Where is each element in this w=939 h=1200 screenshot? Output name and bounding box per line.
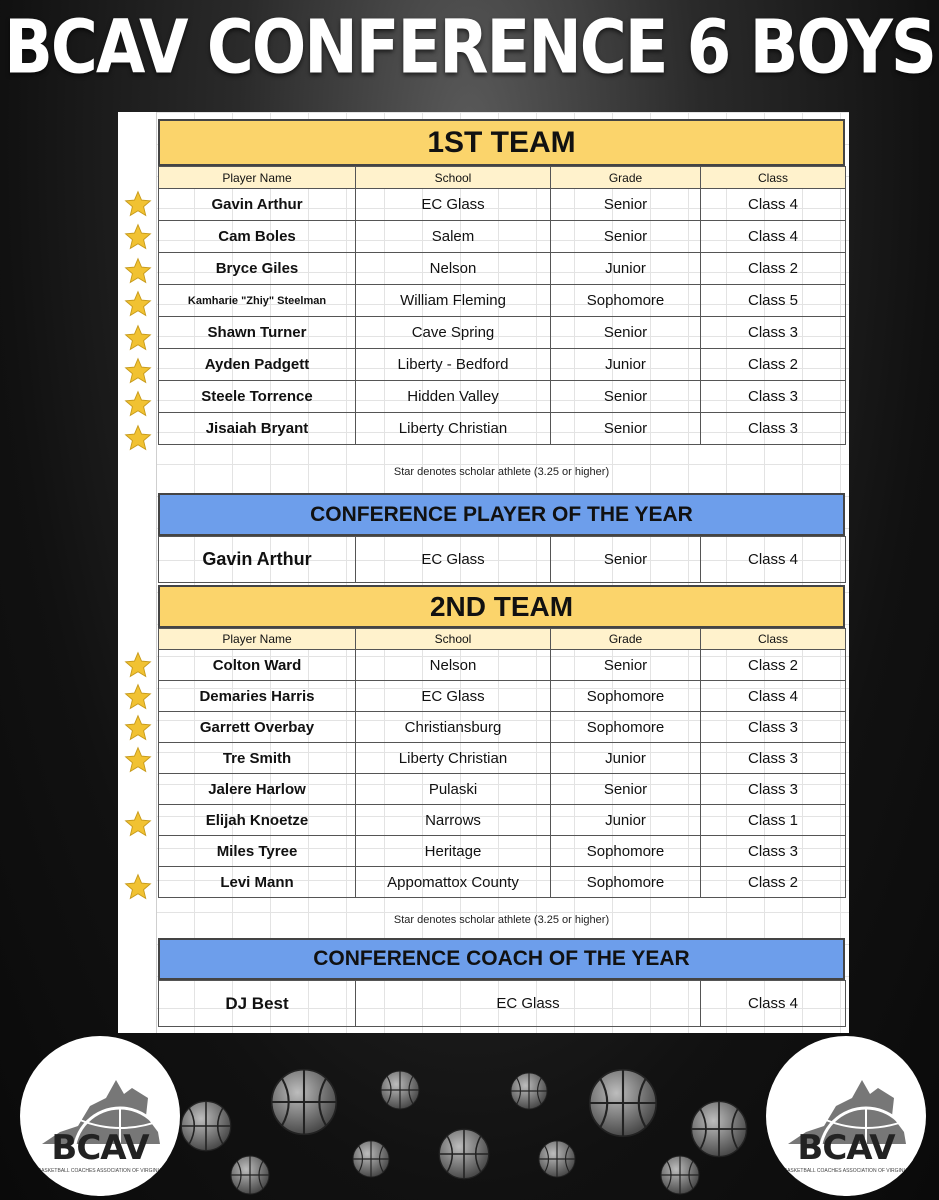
school: Liberty Christian xyxy=(356,413,551,445)
grade: Junior xyxy=(551,349,701,381)
basketball-icon xyxy=(510,1072,548,1110)
basketball-icon xyxy=(588,1068,658,1138)
scholar-note: Star denotes scholar athlete (3.25 or higher) xyxy=(393,466,610,478)
player-name: Tre Smith xyxy=(159,743,356,774)
player-name: Colton Ward xyxy=(159,650,356,681)
first-team-heading: 1ST TEAM xyxy=(158,119,845,166)
scholar-star-icon xyxy=(124,190,152,218)
school: Nelson xyxy=(356,253,551,285)
player-name: Miles Tyree xyxy=(159,836,356,867)
table-row xyxy=(159,836,846,867)
table-row xyxy=(159,381,846,413)
player-name: Gavin Arthur xyxy=(159,537,356,583)
basketball-icon xyxy=(538,1140,576,1178)
school: Cave Spring xyxy=(356,317,551,349)
class: Class 2 xyxy=(701,867,846,898)
class: Class 3 xyxy=(701,743,846,774)
grade: Senior xyxy=(551,650,701,681)
class: Class 4 xyxy=(701,981,846,1027)
table-row xyxy=(159,349,846,381)
school: Narrows xyxy=(356,805,551,836)
logo-subtext: BASKETBALL COACHES ASSOCIATION OF VIRGINIA xyxy=(37,1168,163,1174)
class: Class 3 xyxy=(701,317,846,349)
class: Class 3 xyxy=(701,836,846,867)
scholar-star-icon xyxy=(124,714,152,742)
school: EC Glass xyxy=(356,537,551,583)
award-sheet xyxy=(118,112,849,1033)
scholar-star-icon xyxy=(124,390,152,418)
basketball-icon xyxy=(660,1155,700,1195)
basketball-icon xyxy=(180,1100,232,1152)
column-header: Player Name xyxy=(159,167,356,189)
scholar-note: Star denotes scholar athlete (3.25 or higher) xyxy=(393,914,610,926)
basketball-icon xyxy=(270,1068,338,1136)
basketball-icon xyxy=(352,1140,390,1178)
grade: Senior xyxy=(551,317,701,349)
class: Class 2 xyxy=(701,253,846,285)
grade: Senior xyxy=(551,381,701,413)
grade: Sophomore xyxy=(551,836,701,867)
bcav-logo xyxy=(20,1036,180,1196)
class: Class 2 xyxy=(701,650,846,681)
player-name: Garrett Overbay xyxy=(159,712,356,743)
grade: Sophomore xyxy=(551,712,701,743)
table-row xyxy=(159,537,846,583)
grade: Junior xyxy=(551,805,701,836)
table-row xyxy=(159,805,846,836)
column-header: Grade xyxy=(551,167,701,189)
school: EC Glass xyxy=(356,681,551,712)
school: Nelson xyxy=(356,650,551,681)
school: William Fleming xyxy=(356,285,551,317)
second-team-heading: 2ND TEAM xyxy=(158,585,845,628)
player-name: Steele Torrence xyxy=(159,381,356,413)
table-row xyxy=(159,413,846,445)
player-of-year-table xyxy=(158,536,846,583)
scholar-star-icon xyxy=(124,290,152,318)
column-header-row xyxy=(159,167,846,189)
grade: Senior xyxy=(551,221,701,253)
player-of-year-table-wrap xyxy=(158,536,845,583)
class: Class 3 xyxy=(701,774,846,805)
class: Class 4 xyxy=(701,189,846,221)
table-row xyxy=(159,189,846,221)
logo-text: BCAV xyxy=(51,1128,149,1168)
second-team-table-wrap xyxy=(158,628,845,898)
scholar-star-icon xyxy=(124,424,152,452)
table-row xyxy=(159,650,846,681)
table-row xyxy=(159,285,846,317)
school: Liberty - Bedford xyxy=(356,349,551,381)
grade: Junior xyxy=(551,253,701,285)
coach-of-year-heading: CONFERENCE COACH OF THE YEAR xyxy=(158,938,845,980)
column-header: Class xyxy=(701,167,846,189)
second-team-table xyxy=(158,628,846,898)
school: Appomattox County xyxy=(356,867,551,898)
table-row xyxy=(159,317,846,349)
table-row xyxy=(159,774,846,805)
basketball-icon xyxy=(380,1070,420,1110)
player-name: Gavin Arthur xyxy=(159,189,356,221)
scholar-star-icon xyxy=(124,683,152,711)
school: EC Glass xyxy=(356,189,551,221)
player-name: Shawn Turner xyxy=(159,317,356,349)
column-header: Class xyxy=(701,629,846,650)
class: Class 3 xyxy=(701,381,846,413)
school: Hidden Valley xyxy=(356,381,551,413)
table-row xyxy=(159,712,846,743)
first-team-table-wrap xyxy=(158,166,845,445)
class: Class 1 xyxy=(701,805,846,836)
scholar-star-icon xyxy=(124,873,152,901)
coach-of-year-table-wrap xyxy=(158,980,845,1027)
player-name: Elijah Knoetze xyxy=(159,805,356,836)
class: Class 4 xyxy=(701,221,846,253)
table-row xyxy=(159,681,846,712)
class: Class 3 xyxy=(701,712,846,743)
class: Class 4 xyxy=(701,537,846,583)
table-row xyxy=(159,867,846,898)
scholar-star-icon xyxy=(124,810,152,838)
grade: Senior xyxy=(551,413,701,445)
coach-of-year-table xyxy=(158,980,846,1027)
basketball-icon xyxy=(438,1128,490,1180)
page-title: BCAV CONFERENCE 6 BOYS xyxy=(4,6,935,92)
player-name: Ayden Padgett xyxy=(159,349,356,381)
column-header: School xyxy=(356,167,551,189)
basketball-icon xyxy=(690,1100,748,1158)
class: Class 2 xyxy=(701,349,846,381)
player-name: Cam Boles xyxy=(159,221,356,253)
column-header: Player Name xyxy=(159,629,356,650)
column-header-row xyxy=(159,629,846,650)
scholar-star-icon xyxy=(124,324,152,352)
first-team-table xyxy=(158,166,846,445)
grade: Sophomore xyxy=(551,867,701,898)
logo-text: BCAV xyxy=(797,1128,895,1168)
school: EC Glass xyxy=(356,981,701,1027)
player-of-year-heading: CONFERENCE PLAYER OF THE YEAR xyxy=(158,493,845,536)
grade: Sophomore xyxy=(551,285,701,317)
class: Class 3 xyxy=(701,413,846,445)
table-row xyxy=(159,221,846,253)
table-row xyxy=(159,981,846,1027)
player-name: Bryce Giles xyxy=(159,253,356,285)
player-name: Jalere Harlow xyxy=(159,774,356,805)
school: Christiansburg xyxy=(356,712,551,743)
scholar-star-icon xyxy=(124,223,152,251)
scholar-star-icon xyxy=(124,651,152,679)
grade: Senior xyxy=(551,774,701,805)
logo-subtext: BASKETBALL COACHES ASSOCIATION OF VIRGINIA xyxy=(783,1168,909,1174)
player-name: Demaries Harris xyxy=(159,681,356,712)
grade: Junior xyxy=(551,743,701,774)
coach-name: DJ Best xyxy=(159,981,356,1027)
class: Class 5 xyxy=(701,285,846,317)
table-row xyxy=(159,253,846,285)
school: Salem xyxy=(356,221,551,253)
school: Pulaski xyxy=(356,774,551,805)
scholar-star-icon xyxy=(124,357,152,385)
player-name: Levi Mann xyxy=(159,867,356,898)
column-header: Grade xyxy=(551,629,701,650)
player-name: Jisaiah Bryant xyxy=(159,413,356,445)
player-name: Kamharie "Zhiy" Steelman xyxy=(159,285,356,317)
scholar-star-icon xyxy=(124,746,152,774)
class: Class 4 xyxy=(701,681,846,712)
school: Liberty Christian xyxy=(356,743,551,774)
grade: Senior xyxy=(551,537,701,583)
scholar-star-icon xyxy=(124,257,152,285)
grade: Senior xyxy=(551,189,701,221)
grade: Sophomore xyxy=(551,681,701,712)
table-row xyxy=(159,743,846,774)
column-header: School xyxy=(356,629,551,650)
basketball-icon xyxy=(230,1155,270,1195)
bcav-logo xyxy=(766,1036,926,1196)
school: Heritage xyxy=(356,836,551,867)
